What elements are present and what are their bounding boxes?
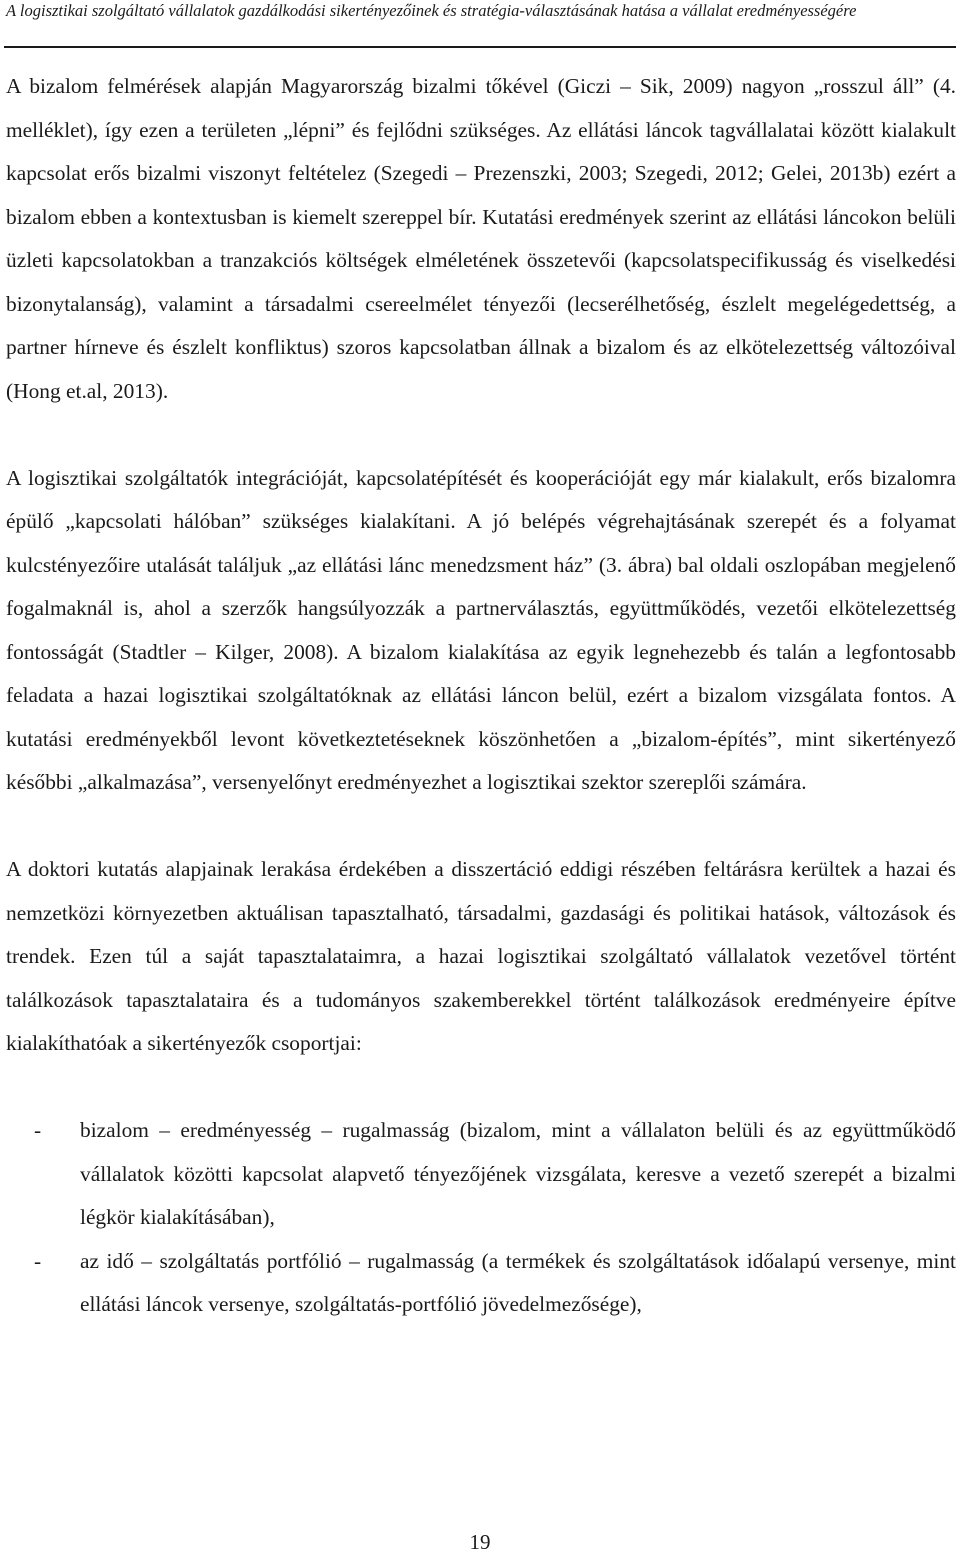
document-body — [6, 65, 956, 1327]
page-number: 19 — [469, 1530, 491, 1554]
list-item-text: bizalom – eredményesség – rugalmasság (bizalom, mint a vállalaton belüli és az együttműködő vállalatok közötti kapcsolat alapvető tényezőjének vizsgálata, keresve a vezető szerepét a bizalmi légkör kialakításában), — [80, 1118, 956, 1229]
header-divider — [4, 46, 956, 48]
running-header: A logisztikai szolgáltató vállalatok gazdálkodási sikertényezőinek és stratégia-választásának hatása a vállalat eredményességére — [6, 1, 857, 20]
paragraph-trust-capital: A bizalom felmérések alapján Magyarország bizalmi tőkével (Giczi – Sik, 2009) nagyon „rosszul áll” (4. melléklet), így ezen a területen „lépni” és fejlődni szükséges. Az ellátási láncok tagvállalatai között kialakult kapcsolat erős bizalmi viszonyt feltételez (Szegedi – Prezenszki, 2003; Szegedi, 2012; Gelei, 2013b) ezért a bizalom ebben a kontextusban is kiemelt szereppel bír. Kutatási eredmények szerint az ellátási láncokon belüli üzleti kapcsolatokban a tranzakciós költségek elméletének összetevői (kapcsolatspecifikusság és viselkedési bizonytalanság), valamint a társadalmi csereelmélet tényezői (lecserélhetőség, észlelt megelégedettség, a partner hírneve és észlelt konfliktus) szoros kapcsolatban állnak a bizalom és az elkötelezettség változóival (Hong et.al, 2013). — [6, 74, 956, 403]
list-item-marker: - — [34, 1248, 42, 1273]
list-item — [6, 1240, 956, 1327]
success-factor-list — [6, 1109, 956, 1327]
list-item-marker: - — [34, 1118, 42, 1142]
list-item — [6, 1109, 956, 1240]
list-item-text: az idő – szolgáltatás portfólió – rugalmasság (a termékek és szolgáltatások időalapú versenye, mint ellátási láncok versenye, szolgáltatás-portfólió jövedelmezősége), — [80, 1248, 956, 1316]
paragraph-research-basis: A doktori kutatás alapjainak lerakása érdekében a disszertáció eddigi részében feltárásra kerültek a hazai és nemzetközi környezetben aktuálisan tapasztalható, társadalmi, gazdasági és politikai hatások, változások és trendek. Ezen túl a saját tapasztalataimra, a hazai logisztikai szolgáltató vállalatok vezetővel történt találkozások tapasztalataira és a tudományos szakemberekkel történt találkozások eredményeire építve kialakíthatóak a sikertényezők csoportjai: — [6, 857, 956, 1055]
paragraph-integration: A logisztikai szolgáltatók integrációját, kapcsolatépítését és kooperációját egy már kialakult, erős bizalomra épülő „kapcsolati hálóban” szükséges kialakítani. A jó belépés végrehajtásának szerepét és a folyamat kulcstényezőire utalását találjuk „az ellátási lánc menedzsment ház” (3. ábra) bal oldali oszlopában megjelenő fogalmaknál is, ahol a szerzők hangsúlyozzák a partnerválasztás, együttműködés, vezetői elkötelezettség fontosságát (Stadtler – Kilger, 2008). A bizalom kialakítása az egyik legnehezebb és talán a legfontosabb feladata a hazai logisztikai szolgáltatóknak az ellátási láncon belül, ezért a bizalom vizsgálata fontos. A kutatási eredményekből levont következtetéseknek köszönhetően a „bizalom-építés”, mint sikertényező későbbi „alkalmazása”, versenyelőnyt eredményezhet a logisztikai szektor szereplői számára. — [6, 465, 956, 794]
